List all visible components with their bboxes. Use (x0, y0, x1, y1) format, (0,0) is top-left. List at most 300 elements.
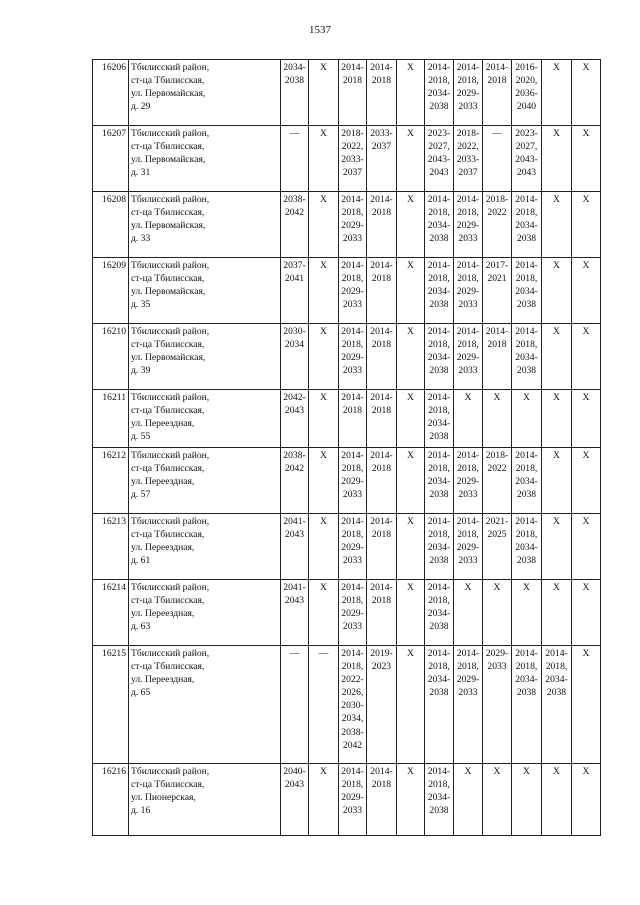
period-cell (309, 126, 339, 192)
cell-line: 2038 (429, 101, 449, 113)
period-cell (454, 448, 483, 514)
period-cell (425, 646, 454, 764)
cell-line: 2014- (515, 648, 538, 659)
cell-line: ст-ца Тбилисская, (131, 141, 205, 153)
cell-line: 2018 (371, 207, 392, 219)
address-cell (129, 192, 281, 258)
period-cell (512, 448, 542, 514)
cell-line: 2018 (487, 75, 507, 87)
cell-line: 2038- (283, 450, 306, 461)
period-cell (572, 646, 601, 764)
cell-line: 2014- (370, 766, 393, 777)
table-row (93, 514, 601, 580)
cell-line: Тбилисский район, (131, 516, 210, 527)
period-cell (425, 192, 454, 258)
period-cell (425, 324, 454, 390)
cell-line: 2038 (429, 431, 449, 443)
period-cell (425, 258, 454, 324)
period-cell (397, 448, 425, 514)
period-cell (309, 448, 339, 514)
cell-line: 2030- (283, 326, 306, 337)
cell-line: 2038 (516, 555, 537, 567)
cell-line: 2014- (370, 450, 393, 461)
period-cell (281, 646, 309, 764)
cell-line: X (582, 392, 590, 403)
period-cell (572, 390, 601, 448)
cell-line: д. 29 (131, 101, 151, 113)
period-cell (512, 514, 542, 580)
cell-line: Тбилисский район, (131, 766, 210, 777)
cell-line: Тбилисский район, (131, 450, 210, 461)
record-number: 16210 (93, 324, 129, 390)
cell-line: 2029- (456, 286, 480, 298)
cell-line: 2014- (515, 516, 538, 527)
period-cell (483, 60, 512, 126)
period-cell (309, 258, 339, 324)
cell-line: 2033 (342, 365, 363, 377)
address-cell (129, 646, 281, 764)
period-cell (542, 580, 572, 646)
cell-line: 2034- (515, 352, 538, 364)
cell-line: 2034- (515, 286, 538, 298)
cell-line: ул. Пионерская, (131, 792, 196, 804)
cell-line: 2034- (545, 674, 568, 686)
cell-line: 2033 (458, 489, 478, 501)
cell-line: 2018 (371, 595, 392, 607)
table-row (93, 60, 601, 126)
period-cell (339, 126, 367, 192)
address-cell (129, 60, 281, 126)
cell-line: ул. Первомайская, (131, 286, 206, 298)
cell-line: д. 63 (131, 621, 151, 633)
cell-line: 2038 (516, 365, 537, 377)
period-cell (281, 126, 309, 192)
cell-line: 2021- (485, 516, 509, 527)
cell-line: Тбилисский район, (131, 128, 210, 139)
cell-line: 2018- (456, 128, 480, 139)
cell-line: X (320, 260, 327, 271)
cell-line: 2016- (515, 62, 538, 73)
period-cell (309, 390, 339, 448)
cell-line: ст-ца Тбилисская, (131, 405, 205, 417)
cell-line: Тбилисский район, (131, 582, 210, 593)
period-cell (542, 60, 572, 126)
period-cell (397, 126, 425, 192)
cell-line: 2022- (341, 674, 364, 686)
cell-line: — (289, 648, 300, 659)
period-cell (572, 126, 601, 192)
period-cell (367, 324, 397, 390)
cell-line: 2029- (341, 542, 364, 554)
cell-line: 2018 (371, 405, 392, 417)
cell-line: 2033 (458, 555, 478, 567)
cell-line: ул. Первомайская, (131, 352, 206, 364)
cell-line: 2018- (341, 128, 364, 139)
period-cell (454, 126, 483, 192)
cell-line: 2018- (485, 450, 509, 461)
period-cell (367, 514, 397, 580)
cell-line: 2018, (457, 529, 479, 541)
cell-line: 2014- (341, 648, 364, 659)
cell-line: ул. Переездная, (131, 542, 195, 554)
cell-line: X (407, 582, 414, 593)
cell-line: 2014- (341, 326, 364, 337)
period-cell (367, 764, 397, 836)
cell-line: 2041- (283, 582, 306, 593)
period-cell (483, 580, 512, 646)
cell-line: 2026, (341, 687, 364, 699)
cell-line: ст-ца Тбилисская, (131, 661, 205, 673)
period-cell (397, 60, 425, 126)
cell-line: X (553, 392, 560, 403)
period-cell (397, 514, 425, 580)
cell-line: 2018, (428, 405, 450, 417)
cell-line: 2029- (341, 352, 364, 364)
cell-line: 2014- (456, 516, 480, 527)
cell-line: — (492, 128, 502, 139)
cell-line: 2034- (283, 62, 306, 73)
cell-line: 2037- (283, 260, 306, 271)
address-cell (129, 764, 281, 836)
cell-line: X (407, 128, 414, 139)
cell-line: 2018 (371, 75, 392, 87)
cell-line: д. 55 (131, 431, 151, 443)
period-cell (339, 764, 367, 836)
cell-line: ст-ца Тбилисская, (131, 529, 205, 541)
record-number: 16216 (93, 764, 129, 836)
cell-line: 2040 (516, 101, 537, 113)
cell-line: 2014- (515, 450, 538, 461)
cell-line: Тбилисский район, (131, 392, 210, 403)
cell-line: 2038 (429, 687, 449, 699)
period-cell (512, 646, 542, 764)
cell-line: 2034- (427, 352, 451, 364)
cell-line: 2043 (284, 595, 305, 607)
cell-line: Тбилисский район, (131, 260, 210, 271)
table-row (93, 580, 601, 646)
cell-line: 2034- (427, 674, 451, 686)
period-cell (309, 764, 339, 836)
cell-line: ст-ца Тбилисская, (131, 463, 205, 475)
cell-line: 2043 (284, 529, 305, 541)
cell-line: 2029- (456, 674, 480, 686)
cell-line: 2043 (284, 779, 305, 791)
cell-line: 2029- (456, 542, 480, 554)
period-cell (281, 580, 309, 646)
cell-line: 2014- (427, 766, 451, 777)
cell-line: X (407, 62, 414, 73)
period-cell (397, 764, 425, 836)
cell-line: X (582, 766, 590, 777)
cell-line: 2043 (429, 167, 449, 179)
cell-line: 2038 (516, 233, 537, 245)
cell-line: д. 35 (131, 299, 151, 311)
record-number: 16214 (93, 580, 129, 646)
period-cell (572, 764, 601, 836)
cell-line: 2023- (515, 128, 538, 139)
cell-line: 2027, (428, 141, 450, 153)
cell-line: 2014- (427, 450, 451, 461)
period-cell (454, 258, 483, 324)
table-row (93, 192, 601, 258)
cell-line: ул. Переездная, (131, 476, 195, 488)
cell-line: 2018, (428, 463, 450, 475)
cell-line: 2029- (485, 648, 509, 659)
cell-line: ул. Первомайская, (131, 220, 206, 232)
period-cell (281, 60, 309, 126)
cell-line: X (582, 194, 590, 205)
cell-line: 2034- (515, 674, 538, 686)
cell-line: X (582, 516, 590, 527)
cell-line: 2021 (487, 273, 507, 285)
period-cell (281, 258, 309, 324)
cell-line: X (464, 582, 472, 593)
cell-line: X (320, 128, 327, 139)
cell-line: 2025 (487, 529, 507, 541)
cell-line: X (407, 516, 414, 527)
period-cell (367, 580, 397, 646)
cell-line: 2037 (371, 141, 392, 153)
cell-line: 2033- (370, 128, 393, 139)
cell-line: 2034- (427, 608, 451, 620)
cell-line: 2038 (284, 75, 305, 87)
period-cell (483, 646, 512, 764)
cell-line: 2042 (342, 739, 363, 751)
cell-line: 2034- (427, 220, 451, 232)
cell-line: X (320, 516, 327, 527)
cell-line: 2022 (487, 463, 507, 475)
cell-line: X (320, 326, 327, 337)
cell-line: X (582, 128, 590, 139)
table-row (93, 646, 601, 764)
cell-line: 2018, (428, 595, 450, 607)
cell-line: 2018, (341, 595, 364, 607)
register-table (92, 59, 601, 836)
cell-line: 2033 (458, 233, 478, 245)
cell-line: Тбилисский район, (131, 194, 210, 205)
cell-line: 2029- (456, 352, 480, 364)
cell-line: д. 57 (131, 489, 151, 501)
period-cell (454, 580, 483, 646)
cell-line: X (553, 128, 560, 139)
cell-line: X (493, 766, 501, 777)
cell-line: 2014- (427, 516, 451, 527)
period-cell (572, 448, 601, 514)
cell-line: X (320, 766, 327, 777)
period-cell (281, 448, 309, 514)
cell-line: 2029- (456, 220, 480, 232)
cell-line: X (582, 62, 590, 73)
cell-line: 2014- (370, 516, 393, 527)
cell-line: д. 33 (131, 233, 151, 245)
table-row (93, 324, 601, 390)
period-cell (425, 126, 454, 192)
cell-line: X (523, 392, 530, 403)
cell-line: 2018, (428, 207, 450, 219)
cell-line: 2014- (341, 260, 364, 271)
cell-line: 2014- (456, 194, 480, 205)
cell-line: 2030- (341, 700, 364, 712)
cell-line: 2014- (341, 194, 364, 205)
cell-line: 2014- (427, 582, 451, 593)
cell-line: ст-ца Тбилисская, (131, 339, 205, 351)
cell-line: 2043 (516, 167, 537, 179)
cell-line: 2014- (427, 194, 451, 205)
cell-line: 2014- (370, 326, 393, 337)
period-cell (309, 514, 339, 580)
period-cell (339, 258, 367, 324)
cell-line: X (407, 392, 414, 403)
period-cell (425, 764, 454, 836)
cell-line: X (582, 648, 590, 659)
cell-line: 2018- (485, 194, 509, 205)
period-cell (309, 60, 339, 126)
period-cell (454, 764, 483, 836)
cell-line: 2014- (427, 392, 451, 403)
period-cell (512, 258, 542, 324)
cell-line: д. 65 (131, 687, 151, 699)
period-cell (281, 324, 309, 390)
table-row (93, 448, 601, 514)
cell-line: 2038 (429, 489, 449, 501)
cell-line: 2014- (370, 62, 393, 73)
cell-line: 2018, (428, 273, 450, 285)
cell-line: 2014- (456, 260, 480, 271)
cell-line: 2038 (546, 687, 567, 699)
cell-line: X (582, 260, 590, 271)
cell-line: 2018, (341, 207, 364, 219)
period-cell (542, 448, 572, 514)
period-cell (572, 60, 601, 126)
cell-line: 2014- (515, 326, 538, 337)
record-number: 16206 (93, 60, 129, 126)
cell-line: X (464, 392, 472, 403)
cell-line: ул. Первомайская, (131, 154, 206, 166)
period-cell (367, 192, 397, 258)
period-cell (483, 324, 512, 390)
address-cell (129, 390, 281, 448)
period-cell (542, 192, 572, 258)
cell-line: 2022, (457, 141, 479, 153)
period-cell (542, 126, 572, 192)
cell-line: 2033- (341, 154, 364, 166)
cell-line: ст-ца Тбилисская, (131, 273, 205, 285)
cell-line: 2014- (341, 582, 364, 593)
address-cell (129, 126, 281, 192)
cell-line: X (320, 450, 327, 461)
cell-line: 2018, (515, 273, 538, 285)
cell-line: 2018 (342, 405, 363, 417)
cell-line: X (320, 62, 327, 73)
cell-line: Тбилисский район, (131, 62, 210, 73)
period-cell (339, 390, 367, 448)
cell-line: 2034- (427, 88, 451, 100)
cell-line: 2033 (342, 621, 363, 633)
cell-line: 2038 (429, 299, 449, 311)
cell-line: д. 61 (131, 555, 151, 567)
period-cell (512, 60, 542, 126)
cell-line: 2037 (342, 167, 363, 179)
cell-line: X (553, 194, 560, 205)
cell-line: 2034 (284, 339, 305, 351)
cell-line: 2014- (341, 450, 364, 461)
period-cell (512, 324, 542, 390)
cell-line: 2038 (516, 299, 537, 311)
period-cell (281, 390, 309, 448)
cell-line: 2033- (456, 154, 480, 166)
cell-line: 2034- (515, 220, 538, 232)
cell-line: 2033 (342, 233, 363, 245)
cell-line: 2014- (515, 194, 538, 205)
cell-line: 2033 (342, 489, 363, 501)
cell-line: 2040- (283, 766, 306, 777)
cell-line: X (553, 582, 560, 593)
cell-line: X (553, 326, 560, 337)
period-cell (512, 580, 542, 646)
cell-line: д. 31 (131, 167, 151, 179)
cell-line: X (464, 766, 472, 777)
cell-line: Тбилисский район, (131, 648, 210, 659)
cell-line: 2038- (283, 194, 306, 205)
cell-line: X (553, 516, 560, 527)
cell-line: 2018 (371, 529, 392, 541)
period-cell (483, 258, 512, 324)
cell-line: 2020, (515, 75, 538, 87)
cell-line: 2038 (429, 621, 449, 633)
cell-line: 2034, (341, 713, 364, 725)
cell-line: 2018 (371, 273, 392, 285)
period-cell (339, 580, 367, 646)
table-row (93, 258, 601, 324)
cell-line: 2034- (427, 476, 451, 488)
period-cell (572, 514, 601, 580)
cell-line: X (553, 766, 560, 777)
address-cell (129, 580, 281, 646)
period-cell (454, 324, 483, 390)
cell-line: X (407, 766, 414, 777)
period-cell (483, 764, 512, 836)
record-number: 16215 (93, 646, 129, 764)
cell-line: 2018 (371, 339, 392, 351)
cell-line: 2018 (371, 463, 392, 475)
cell-line: 2033 (458, 687, 478, 699)
period-cell (397, 324, 425, 390)
table-row (93, 126, 601, 192)
cell-line: 2042 (284, 207, 305, 219)
cell-line: 2018, (457, 339, 479, 351)
cell-line: ст-ца Тбилисская, (131, 779, 205, 791)
cell-line: 2018, (428, 75, 450, 87)
address-cell (129, 324, 281, 390)
cell-line: 2014- (341, 392, 364, 403)
period-cell (454, 60, 483, 126)
record-number: 16209 (93, 258, 129, 324)
cell-line: 2018, (341, 779, 364, 791)
record-number: 16207 (93, 126, 129, 192)
period-cell (542, 390, 572, 448)
cell-line: 2036- (515, 88, 538, 100)
period-cell (454, 390, 483, 448)
cell-line: — (318, 648, 329, 659)
period-cell (281, 764, 309, 836)
cell-line: X (553, 450, 560, 461)
address-cell (129, 258, 281, 324)
cell-line: д. 16 (131, 805, 151, 817)
cell-line: 2033 (458, 101, 478, 113)
record-number: 16211 (93, 390, 129, 448)
period-cell (572, 192, 601, 258)
cell-line: 2029- (456, 476, 480, 488)
